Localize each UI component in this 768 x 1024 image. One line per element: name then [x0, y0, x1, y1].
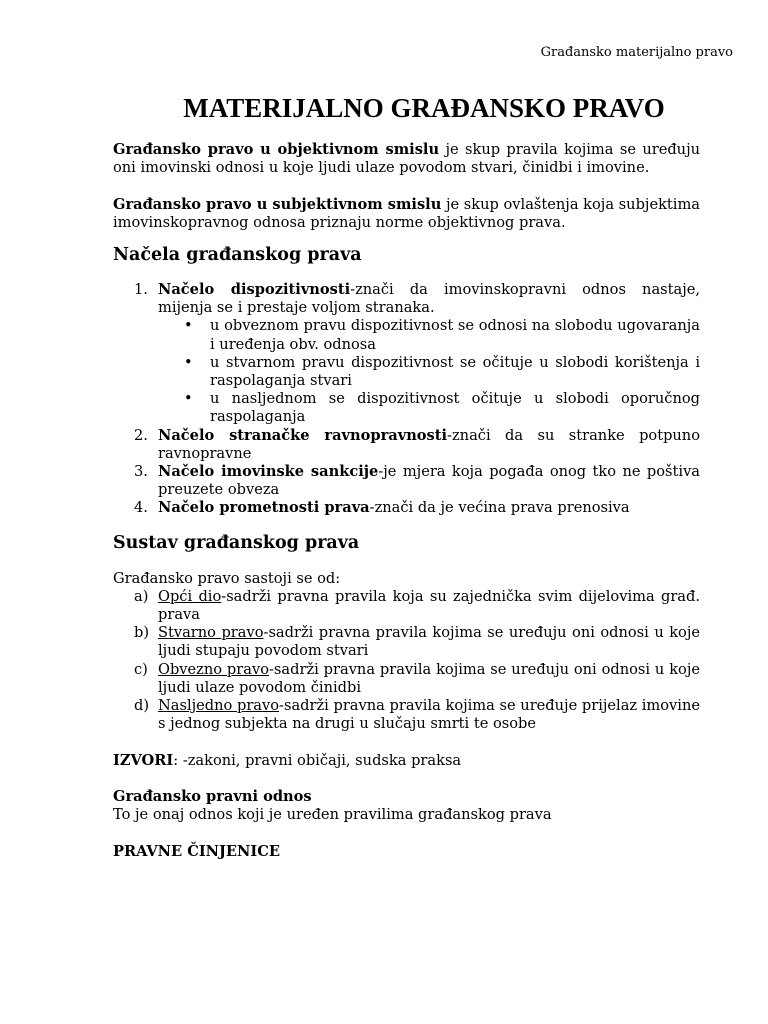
- principle-name: Načelo imovinske sankcije: [158, 463, 379, 481]
- term-objective-law: Građansko pravo u objektivnom smislu: [113, 141, 440, 158]
- principle-name: Načelo stranačke ravnopravnosti: [158, 426, 448, 444]
- list-item: [113, 588, 700, 624]
- term-subjective-law: Građansko pravo u subjektivnom smislu: [113, 195, 442, 213]
- list-marker: 3.: [134, 463, 148, 481]
- bullet-text: u nasljednom se dispozitivnost očituje u slobodi oporučnog raspolaganja: [210, 390, 700, 426]
- list-marker: d): [134, 697, 150, 715]
- dispositivity-bullet-list: [158, 317, 700, 426]
- definition-objective-law: je skup pravila kojima se uređuju oni imovinski odnosi u koje ljudi ulaze povodom stvari, činidbi i imovine.: [113, 141, 700, 177]
- bullet-marker: •: [184, 390, 193, 408]
- system-intro: Građansko pravo sastoji se od:: [113, 569, 341, 587]
- part-term: Stvarno pravo: [158, 624, 264, 642]
- part-description: -sadrži pravna pravila kojima se uređuje prijelaz imovine s jednog subjekta na drugi u slučaju smrti te osobe: [158, 697, 700, 733]
- list-marker: 4.: [134, 499, 148, 517]
- definition-subjective-law: je skup ovlaštenja koja subjektima imovinskopravnog odnosa priznaju norme objektivnog prava.: [113, 195, 700, 231]
- list-marker: 2.: [134, 426, 148, 444]
- sources-text: : -zakoni, pravni običaji, sudska praksa: [173, 751, 462, 769]
- bullet-marker: •: [184, 353, 193, 371]
- sources-label: IZVORI: [113, 751, 174, 769]
- legal-relation-text: To je onaj odnos koji je uređen pravilima građanskog prava: [113, 806, 552, 824]
- list-item: [113, 427, 700, 463]
- system-parts-list: [113, 588, 700, 734]
- list-marker: b): [134, 624, 150, 642]
- running-header: Građansko materijalno pravo: [540, 45, 733, 60]
- principle-description: -je mjera koja pogađa onog tko ne poštiva preuzete obveza: [158, 463, 701, 499]
- page-title: MATERIJALNO GRAĐANSKO PRAVO: [183, 93, 665, 123]
- legal-relation-heading: Građansko pravni odnos: [113, 788, 312, 806]
- principle-name: Načelo prometnosti prava: [158, 499, 370, 517]
- part-term: Obvezno pravo: [158, 660, 269, 678]
- list-marker: a): [134, 587, 149, 605]
- part-term: Opći dio: [158, 587, 222, 605]
- part-description: -sadrži pravna pravila kojima se uređuju oni odnosi u koje ljudi ulaze povodom činidbi: [158, 660, 700, 696]
- list-item: [113, 463, 700, 499]
- bullet-item: [158, 354, 700, 390]
- bullet-marker: •: [184, 317, 193, 335]
- list-item: [113, 281, 700, 427]
- section-heading-system: Sustav građanskog prava: [113, 532, 360, 553]
- principle-name: Načelo dispozitivnosti: [158, 281, 351, 298]
- list-item: [113, 697, 700, 733]
- bullet-item: [158, 317, 700, 353]
- sources-line: [113, 752, 700, 770]
- list-marker: c): [134, 660, 148, 678]
- list-marker: 1.: [134, 281, 148, 298]
- part-description: -sadrži pravna pravila koja su zajednička svim dijelovima građ. prava: [158, 587, 700, 624]
- list-item: [113, 624, 700, 660]
- principle-description: -znači da imovinskopravni odnos nastaje, mijenja se i prestaje voljom stranaka.: [158, 281, 701, 317]
- part-term: Nasljedno pravo: [158, 697, 280, 715]
- paragraph-subjective-law: [113, 196, 700, 232]
- legal-facts-heading: PRAVNE ČINJENICE: [113, 842, 280, 860]
- part-description: -sadrži pravna pravila kojima se uređuju oni odnosi u koje ljudi stupaju povodom stvari: [158, 624, 700, 660]
- bullet-text: u obveznom pravu dispozitivnost se odnosi na slobodu ugovaranja i uređenja obv. odnosa: [210, 317, 700, 353]
- list-item: [113, 499, 700, 517]
- principle-description: -znači da su stranke potpuno ravnopravne: [158, 426, 700, 462]
- section-heading-principles: Načela građanskog prava: [113, 245, 362, 265]
- bullet-text: u stvarnom pravu dispozitivnost se očituje u slobodi korištenja i raspolaganja stvari: [210, 353, 700, 390]
- list-item: [113, 661, 700, 697]
- bullet-item: [158, 390, 700, 426]
- document-body: [113, 141, 700, 861]
- principle-description: -znači da je većina prava prenosiva: [369, 499, 630, 517]
- principles-list: [113, 281, 700, 518]
- paragraph-objective-law: [113, 141, 700, 177]
